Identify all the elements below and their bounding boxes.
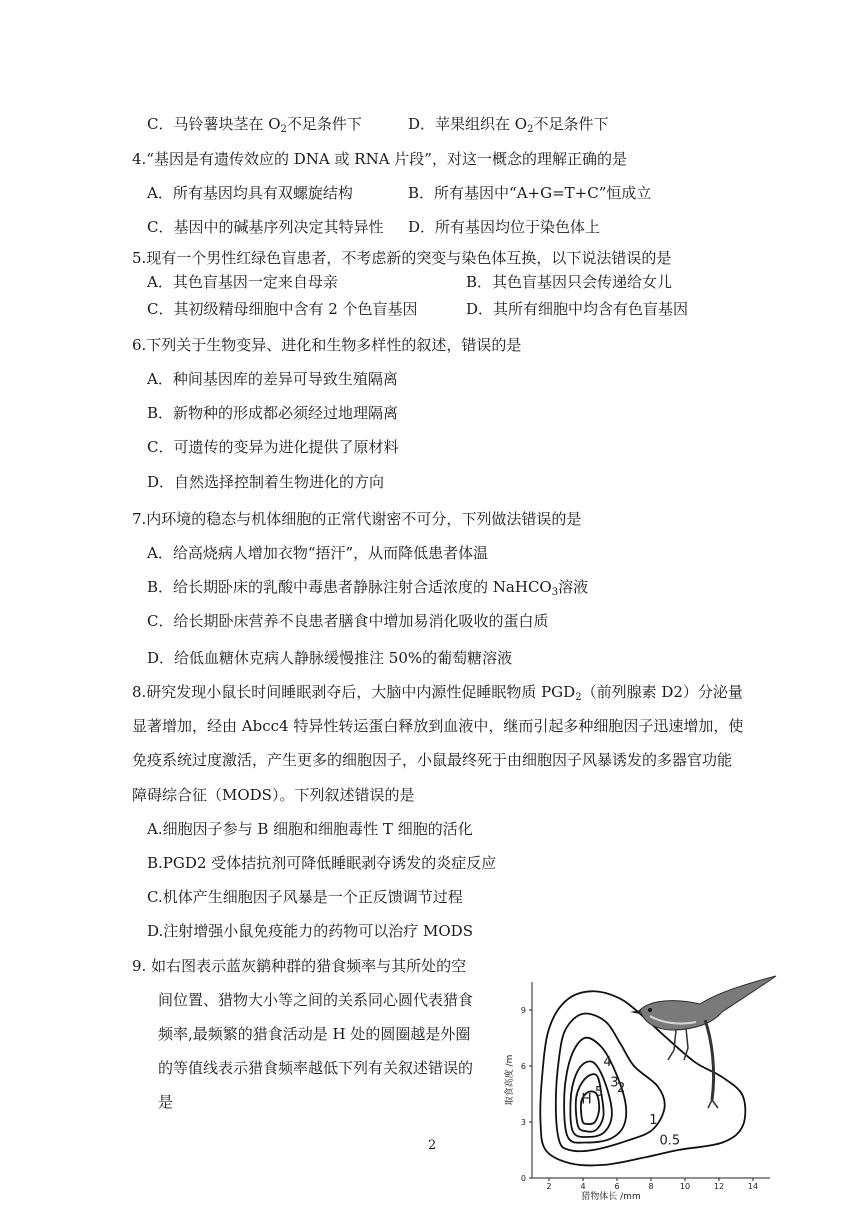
q4-stem: 4.“基因是有遗传效应的 DNA 或 RNA 片段”，对这一概念的理解正确的是: [132, 150, 627, 168]
x-tick-label: 8: [648, 1182, 654, 1191]
y-tick-label: 6: [520, 1062, 526, 1071]
q9-line-3: 频率,最频繁的猎食活动是 H 处的圆圈越是外圈: [158, 1025, 471, 1043]
x-axis-label: 猎物体长 /mm: [581, 1192, 641, 1200]
q8-option-a: A.细胞因子参与 B 细胞和细胞毒性 T 细胞的活化: [147, 820, 473, 838]
q7-option-b: B．给长期卧床的乳酸中毒患者静脉注射合适浓度的 NaHCO$_3$溶液: [147, 578, 589, 598]
q6-option-b: B．新物种的形成都必须经过地理隔离: [147, 404, 399, 422]
q3-option-c: C．马铃薯块茎在 $O_2$不足条件下: [147, 115, 362, 135]
q5-option-a: A．其色盲基因一定来自母亲: [147, 273, 338, 291]
x-tick-label: 14: [747, 1182, 759, 1191]
q8-line-4: 障碍综合征（MODS）。下列叙述错误的是: [132, 786, 415, 804]
q5-stem: 5.现有一个男性红绿色盲患者，不考虑新的突变与染色体互换，以下说法错误的是: [132, 249, 672, 267]
q8-line-3: 免疫系统过度激活，产生更多的细胞因子，小鼠最终死于由细胞因子风暴诱发的多器官功能: [132, 751, 733, 769]
q8-option-c: C.机体产生细胞因子风暴是一个正反馈调节过程: [147, 888, 463, 906]
center-label: H: [581, 1091, 592, 1108]
q4-option-c: C．基因中的碱基序列决定其特异性: [147, 218, 384, 236]
y-axis-label: 取食高度 /m: [505, 1054, 515, 1106]
q4-option-d: D．所有基因均位于染色体上: [408, 218, 601, 236]
y-tick-label: 9: [520, 1006, 526, 1015]
contour-label: 4: [603, 1055, 612, 1070]
contour-label: 0.5: [659, 1133, 681, 1149]
q8-option-d: D.注射增强小鼠免疫能力的药物可以治疗 MODS: [147, 922, 473, 940]
q5-option-b: B．其色盲基因只会传递给女儿: [466, 273, 673, 291]
contour-label: 1: [649, 1112, 658, 1128]
q6-option-c: C．可遗传的变异为进化提供了原材料: [147, 438, 399, 456]
q7-stem: 7.内环境的稳态与机体细胞的正常代谢密不可分，下列做法错误的是: [132, 510, 582, 528]
contour-label: 3: [610, 1075, 619, 1091]
q8-option-b: B.PGD2 受体拮抗剂可降低睡眠剥夺诱发的炎症反应: [147, 854, 497, 872]
q8-line-2: 显著增加，经由 Abcc4 特异性转运蛋白释放到血液中，继而引起多种细胞因子迅速增加，使: [132, 717, 744, 735]
q5-option-c: C．其初级精母细胞中含有 2 个色盲基因: [147, 300, 418, 318]
q9-line-1: 9. 如右图表示蓝灰鹟种群的猎食频率与其所处的空: [132, 957, 467, 975]
q7-option-d: D．给低血糖休克病人静脉缓慢推注 50%的葡萄糖溶液: [147, 649, 513, 667]
q8-line-1: 8.研究发现小鼠长时间睡眠剥夺后，大脑中内源性促睡眠物质 $PGD_2$（前列腺素 D2）分泌量: [132, 683, 743, 703]
x-tick-label: 2: [546, 1182, 552, 1191]
q6-option-a: A．种间基因库的差异可导致生殖隔离: [147, 370, 398, 388]
page-number: 2: [428, 1138, 437, 1153]
q4-option-b: B．所有基因中“A+G=T+C”恒成立: [408, 184, 652, 202]
q9-line-2: 间位置、猎物大小等之间的关系同心圆代表猎食: [158, 991, 474, 1009]
x-tick-label: 10: [679, 1182, 691, 1191]
q9-line-5: 是: [158, 1093, 174, 1111]
q5-option-d: D．其所有细胞中均含有色盲基因: [466, 300, 689, 318]
contour-chart: [500, 970, 790, 1200]
y-tick-label: 3: [520, 1118, 526, 1127]
x-tick-label: 4: [580, 1182, 586, 1191]
x-tick-label: 12: [713, 1182, 725, 1191]
bird-illustration: [630, 976, 776, 1108]
x-tick-label: 6: [614, 1182, 620, 1191]
q6-option-d: D．自然选择控制着生物进化的方向: [147, 473, 385, 491]
contour-label: 2: [617, 1081, 626, 1097]
y-tick-label: 0: [520, 1174, 526, 1183]
q4-option-a: A．所有基因均具有双螺旋结构: [147, 184, 353, 202]
q7-option-c: C．给长期卧床营养不良患者膳食中增加易消化吸收的蛋白质: [147, 612, 549, 630]
contour-label: 5: [594, 1084, 604, 1100]
q9-line-4: 的等值线表示猎食频率越低下列有关叙述错误的: [158, 1059, 474, 1077]
q6-stem: 6.下列关于生物变异、进化和生物多样性的叙述，错误的是: [132, 336, 522, 354]
q7-option-a: A．给高烧病人增加衣物“捂汗”，从而降低患者体温: [147, 544, 489, 562]
q3-option-d: D．苹果组织在 $O_2$不足条件下: [408, 115, 609, 135]
